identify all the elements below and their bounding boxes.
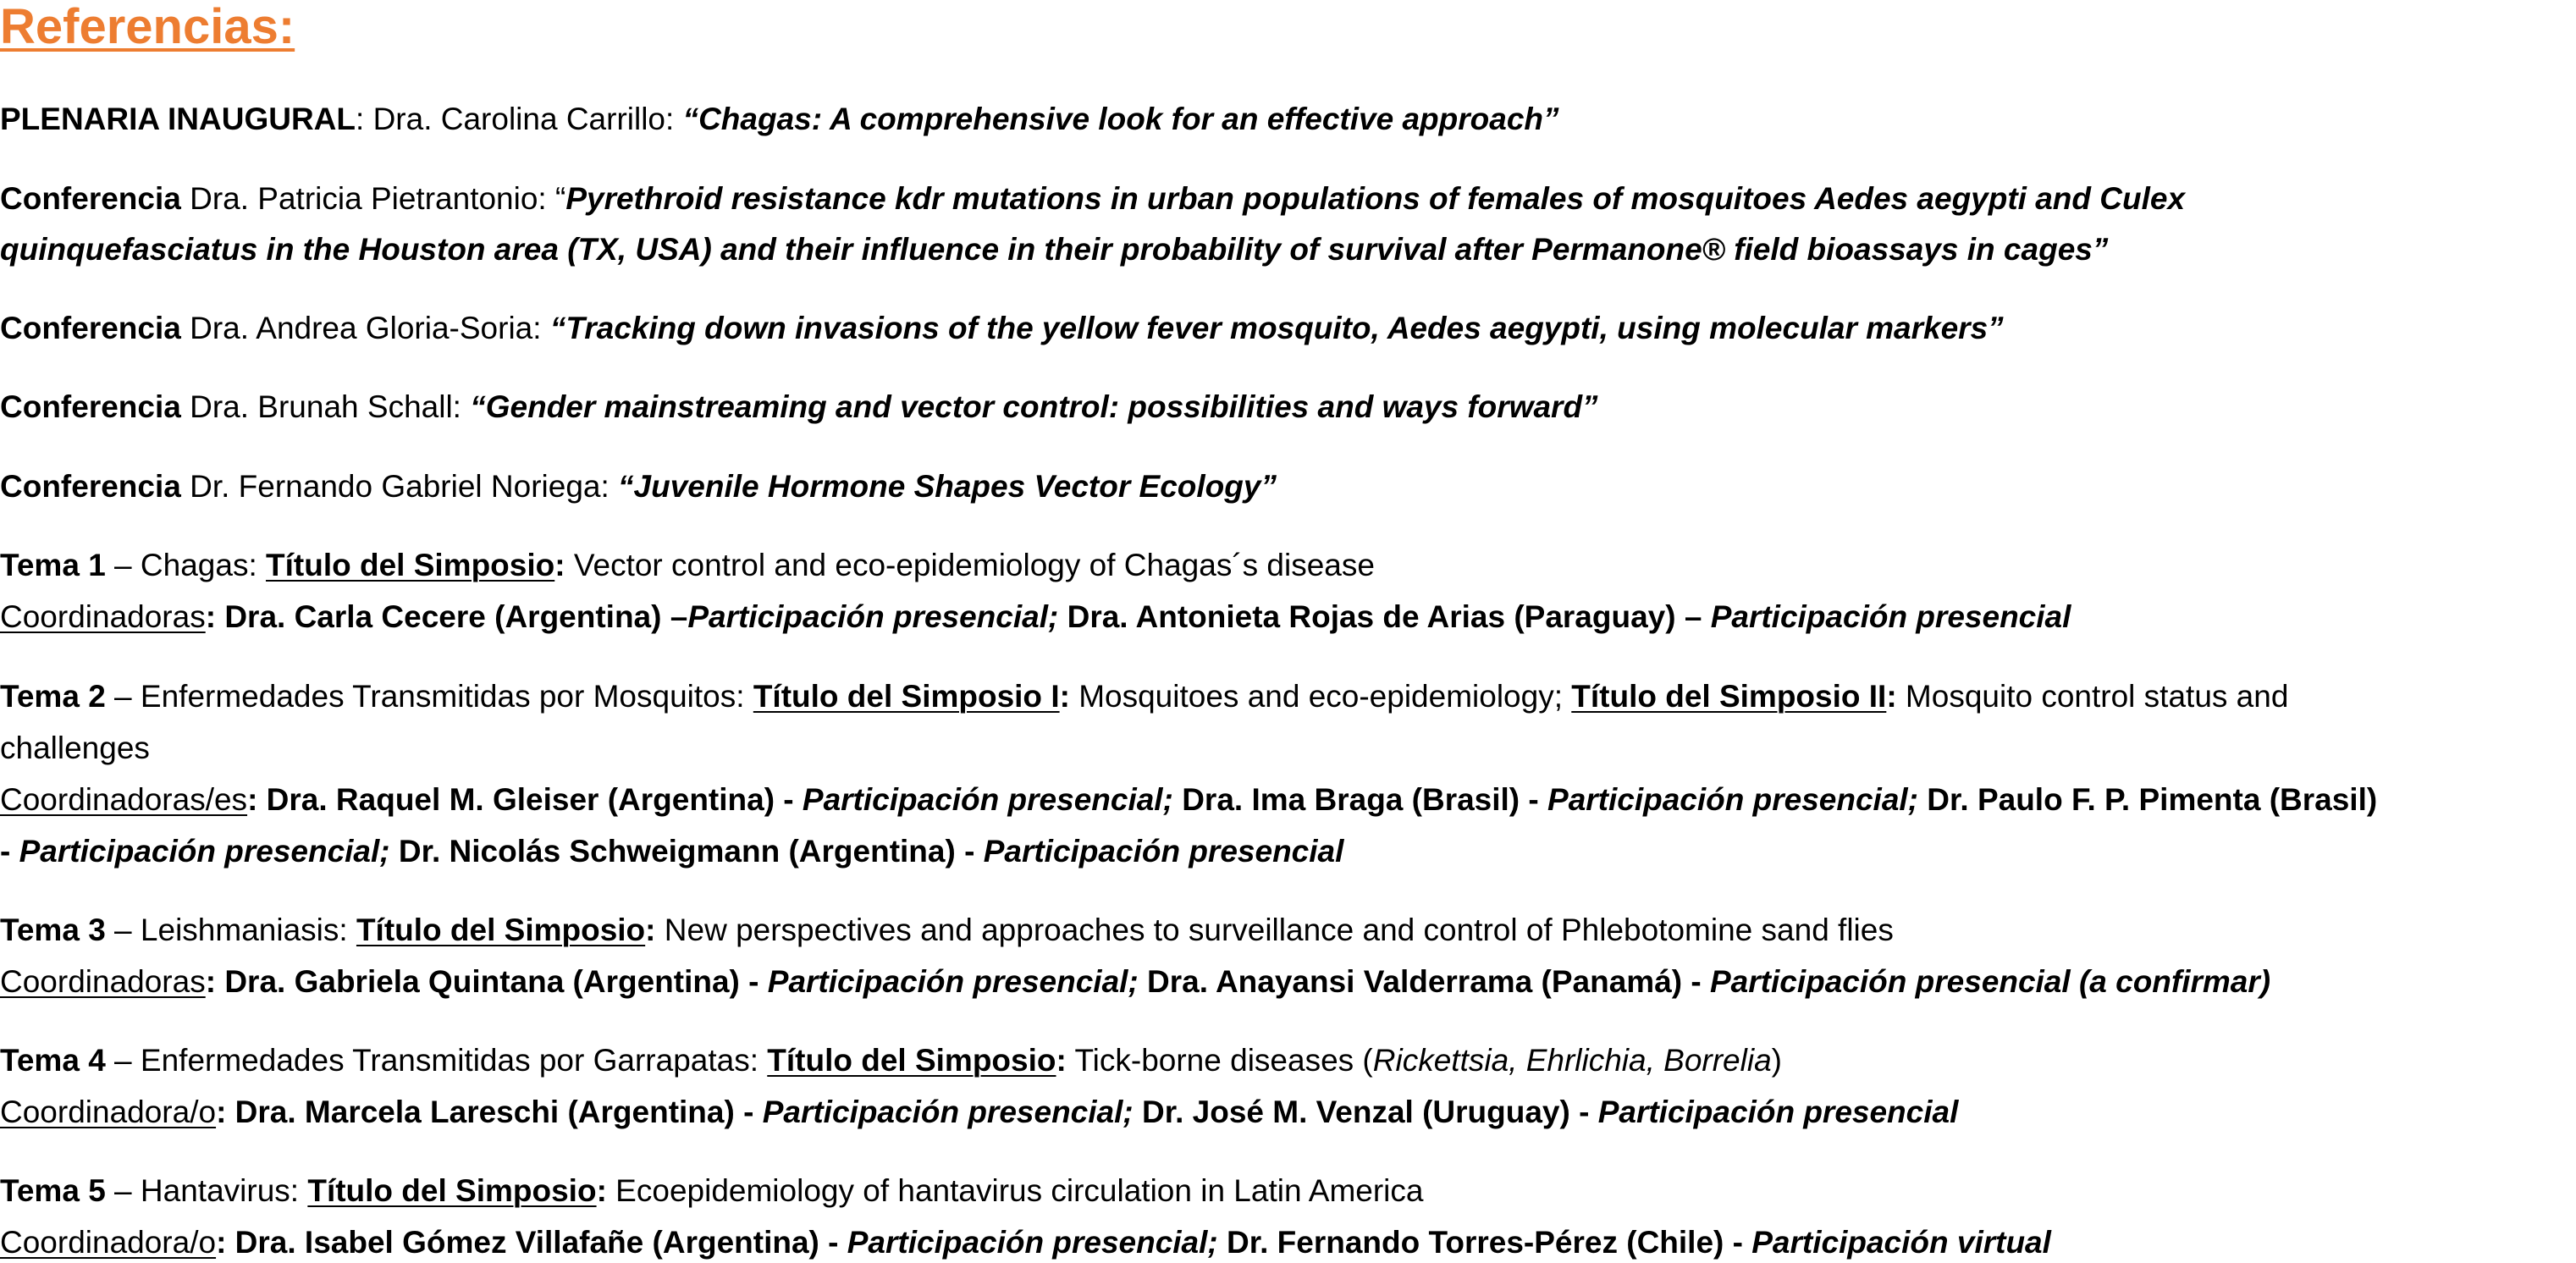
participation-mode: Participación presencial (a confirmar) — [1709, 964, 2271, 999]
coordinators-colon: : — [216, 1225, 235, 1260]
participation-mode: Participación presencial; — [802, 782, 1173, 817]
conference-speaker: Dr. Fernando Gabriel Noriega: — [180, 469, 619, 504]
tema-topic: – Enfermedades Transmitidas por Mosquitos: — [105, 679, 753, 714]
page-title: Referencias: — [0, 0, 295, 54]
participation-mode: Participación presencial; — [847, 1225, 1218, 1260]
tema-3-coordinators — [0, 962, 2270, 1002]
participation-mode: Participación presencial; — [767, 964, 1139, 999]
tema-4-line — [0, 1040, 1782, 1081]
symposium-colon: : — [1059, 679, 1070, 714]
symposium-title: Vector control and eco-epidemiology of Chagas´s disease — [565, 548, 1375, 582]
symposium-2-label: Título del Simposio II — [1571, 679, 1887, 714]
coordinator-name: Dra. Raquel M. Gleiser (Argentina) - — [266, 782, 803, 817]
symposium-1-label: Título del Simposio I — [753, 679, 1060, 714]
conference-talk-cont: quinquefasciatus in the Houston area (TX, USA) and their influence in their probability of survival after Permanone® field bioassays in cages” — [0, 232, 2109, 267]
symposium-title: Ecoepidemiology of hantavirus circulation in Latin America — [606, 1173, 1424, 1208]
conference-label: Conferencia — [0, 311, 181, 345]
symposium-label: Título del Simposio — [356, 913, 646, 947]
tema-label: Tema 4 — [0, 1043, 106, 1078]
symposium-label: Título del Simposio — [307, 1173, 597, 1208]
participation-mode: Participación presencial — [1597, 1095, 1959, 1129]
coordinators-colon: : — [216, 1095, 235, 1129]
conference-1-line — [0, 179, 2185, 219]
tema-topic: – Enfermedades Transmitidas por Garrapatas: — [105, 1043, 768, 1078]
plenaria-line — [0, 99, 1559, 140]
symposium-label: Título del Simposio — [767, 1043, 1056, 1078]
tema-label: Tema 3 — [0, 913, 106, 947]
coordinator-name: Dr. Fernando Torres-Pérez (Chile) - — [1217, 1225, 1752, 1260]
tema-label: Tema 2 — [0, 679, 106, 714]
plenaria-talk: “Chagas: A comprehensive look for an effective approach” — [682, 102, 1559, 136]
tema-2-line-2 — [0, 728, 150, 769]
coordinator-name: Dra. Marcela Lareschi (Argentina) - — [234, 1095, 763, 1129]
participation-mode: Participación presencial; — [687, 599, 1059, 634]
conference-4-line — [0, 466, 1277, 507]
participation-mode: Participación presencial; — [19, 834, 390, 869]
tema-label: Tema 5 — [0, 1173, 106, 1208]
symposium-2-title: Mosquito control status and — [1896, 679, 2289, 714]
symposium-colon: : — [1056, 1043, 1067, 1078]
coordinators-colon: : — [205, 964, 225, 999]
conference-talk: “Juvenile Hormone Shapes Vector Ecology” — [618, 469, 1277, 504]
conference-talk: “Tracking down invasions of the yellow fever mosquito, Aedes aegypti, using molecular markers” — [549, 311, 2004, 345]
coordinator-name: Dr. José M. Venzal (Uruguay) - — [1133, 1095, 1598, 1129]
conference-speaker: Dra. Andrea Gloria-Soria: — [180, 311, 550, 345]
coordinator-name: Dra. Carla Cecere (Argentina) – — [224, 599, 688, 634]
conference-speaker: Dra. Brunah Schall: — [180, 389, 471, 424]
symposium-title: Tick-borne diseases ( — [1066, 1043, 1373, 1078]
coordinators-label: Coordinadora/o — [0, 1095, 217, 1129]
conference-label: Conferencia — [0, 181, 181, 216]
symposium-colon: : — [554, 548, 565, 582]
coordinators-colon: : — [247, 782, 267, 817]
conference-3-line — [0, 387, 1598, 427]
tema-1-coordinators — [0, 597, 2071, 637]
coordinator-name: Dra. Antonieta Rojas de Arias (Paraguay) – — [1058, 599, 1711, 634]
coordinator-name: Dra. Ima Braga (Brasil) - — [1172, 782, 1548, 817]
tema-4-coordinators — [0, 1092, 1958, 1133]
coordinators-label: Coordinadora/o — [0, 1225, 217, 1260]
tema-1-line — [0, 545, 1375, 586]
coordinator-name: Dr. Paulo F. P. Pimenta (Brasil) — [1918, 782, 2378, 817]
participation-mode: Participación presencial — [983, 834, 1344, 869]
coordinator-name: Dr. Nicolás Schweigmann (Argentina) - — [389, 834, 984, 869]
participation-mode: Participación presencial; — [1547, 782, 1919, 817]
participation-mode: Participación presencial; — [762, 1095, 1134, 1129]
coordinator-name: Dra. Gabriela Quintana (Argentina) - — [224, 964, 768, 999]
symposium-2-title-cont: challenges — [0, 731, 150, 765]
symposium-title-close: ) — [1771, 1043, 1782, 1078]
coordinator-name: Dra. Anayansi Valderrama (Panamá) - — [1138, 964, 1710, 999]
plenaria-label: PLENARIA INAUGURAL — [0, 102, 356, 136]
plenaria-speaker: : Dra. Carolina Carrillo: — [356, 102, 683, 136]
coordinators-label: Coordinadoras — [0, 964, 206, 999]
conference-talk: “Gender mainstreaming and vector control: possibilities and ways forward” — [470, 389, 1598, 424]
coordinators-label: Coordinadoras — [0, 599, 206, 634]
tema-2-line — [0, 676, 2288, 717]
tema-2-coordinators-2 — [0, 831, 1343, 872]
symposium-colon: : — [645, 913, 656, 947]
tema-5-coordinators — [0, 1222, 2051, 1263]
conference-1-line-2 — [0, 229, 2108, 270]
symposium-title: New perspectives and approaches to surveillance and control of Phlebotomine sand flies — [655, 913, 1894, 947]
tema-3-line — [0, 910, 1894, 951]
coordinator-name: Dra. Isabel Gómez Villafañe (Argentina) - — [234, 1225, 847, 1260]
tema-5-line — [0, 1171, 1423, 1211]
conference-speaker: Dra. Patricia Pietrantonio: “ — [180, 181, 566, 216]
participation-mode: Participación virtual — [1751, 1225, 2051, 1260]
conference-label: Conferencia — [0, 389, 181, 424]
participation-mode: Participación presencial — [1710, 599, 2071, 634]
dash-separator: - — [0, 834, 19, 869]
conference-label: Conferencia — [0, 469, 181, 504]
coordinators-colon: : — [205, 599, 225, 634]
tema-2-coordinators — [0, 780, 2377, 820]
conference-talk: Pyrethroid resistance kdr mutations in urban populations of females of mosquitoes Aedes aegypti and Culex — [565, 181, 2186, 216]
symposium-title-genera: Rickettsia, Ehrlichia, Borrelia — [1372, 1043, 1772, 1078]
tema-topic: – Hantavirus: — [105, 1173, 308, 1208]
symposium-1-title: Mosquitoes and eco-epidemiology; — [1069, 679, 1572, 714]
symposium-label: Título del Simposio — [266, 548, 555, 582]
symposium-colon: : — [1886, 679, 1897, 714]
symposium-colon: : — [596, 1173, 607, 1208]
coordinators-label: Coordinadoras/es — [0, 782, 248, 817]
tema-label: Tema 1 — [0, 548, 106, 582]
conference-2-line — [0, 308, 2004, 349]
tema-topic: – Leishmaniasis: — [105, 913, 356, 947]
tema-topic: – Chagas: — [105, 548, 267, 582]
